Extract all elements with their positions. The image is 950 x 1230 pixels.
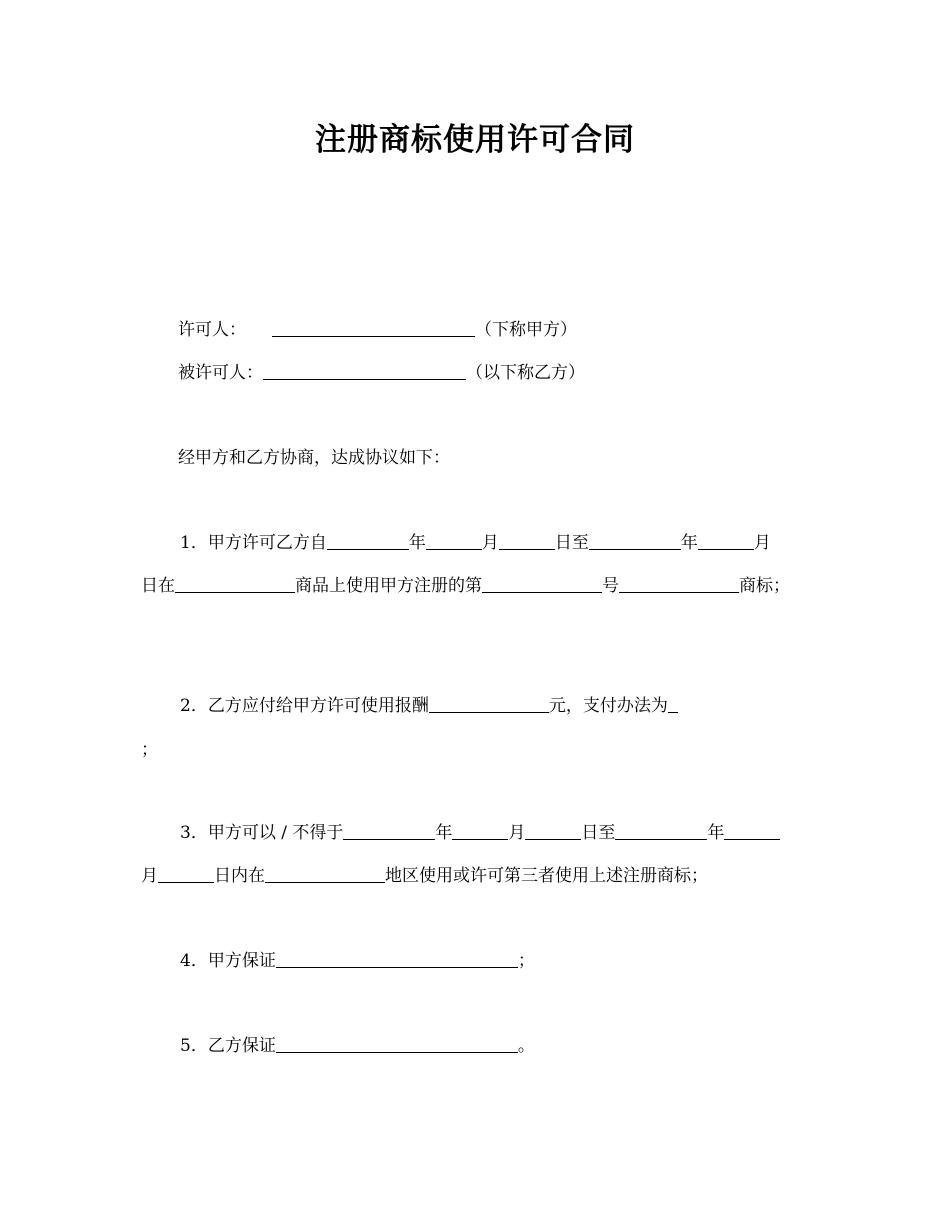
- document-title: 注册商标使用许可合同: [315, 122, 635, 158]
- clause-1-number-label: 号: [602, 576, 619, 596]
- clause-5-text: 乙方保证: [207, 1036, 276, 1056]
- clause-1-line-1: [180, 531, 771, 555]
- clause-4-end-punct: ；: [517, 951, 535, 971]
- clause-3-end-year-label: 年: [707, 823, 725, 843]
- clause-3-number: 3．: [180, 823, 208, 843]
- clause-2-payment-text: 元，支付办法为: [548, 696, 668, 716]
- clause-1-day-in-label: 日在: [141, 576, 175, 596]
- clause-1-start-day-blank[interactable]: [499, 531, 555, 550]
- clause-1-end-month-blank[interactable]: [698, 531, 754, 550]
- clause-1-start-month-blank[interactable]: [426, 531, 482, 550]
- intro-paragraph: 经甲方和乙方协商，达成协议如下：: [178, 448, 450, 468]
- clause-3-end-month-label: 月: [141, 866, 158, 886]
- clause-1-goods-blank[interactable]: [175, 574, 295, 593]
- clause-3-region-blank[interactable]: [265, 864, 385, 883]
- clause-4-guarantee-blank[interactable]: [276, 949, 518, 968]
- licensee-label: 被许可人：: [178, 363, 263, 383]
- clause-3-line-1: [180, 821, 780, 845]
- clause-1-day-to-label: 日至: [554, 533, 589, 553]
- clause-3-line-2: [141, 864, 708, 888]
- clause-1-number: 1．: [180, 533, 208, 553]
- licensor-suffix: （下称甲方）: [475, 320, 577, 340]
- clause-4-number: 4．: [180, 951, 208, 971]
- clause-1-text: 甲方许可乙方自: [207, 533, 327, 553]
- clause-4-text: 甲方保证: [207, 951, 276, 971]
- licensor-blank[interactable]: [272, 318, 475, 337]
- clause-3-year-label: 年: [435, 823, 453, 843]
- clause-2-payment-blank[interactable]: [668, 694, 678, 713]
- clause-4-line: [180, 949, 535, 973]
- clause-2-amount-blank[interactable]: [429, 694, 549, 713]
- clause-5-line: [180, 1034, 535, 1058]
- clause-1-end-year-label: 年: [680, 533, 698, 553]
- clause-2-line-2: ；: [141, 740, 158, 760]
- clause-1-month-label: 月: [481, 533, 499, 553]
- clause-3-day-in-label: 日内在: [214, 866, 265, 886]
- clause-2-text: 乙方应付给甲方许可使用报酬: [207, 696, 429, 716]
- clause-2-line-1: [180, 694, 678, 718]
- clause-3-end-day-blank[interactable]: [158, 864, 214, 883]
- clause-2-number: 2．: [180, 696, 208, 716]
- clause-3-start-day-blank[interactable]: [525, 821, 581, 840]
- clause-1-trademark-blank[interactable]: [619, 574, 739, 593]
- clause-1-trademark-label: 商标；: [739, 576, 790, 596]
- clause-3-start-month-blank[interactable]: [452, 821, 508, 840]
- licensee-blank[interactable]: [263, 361, 466, 380]
- clause-3-end-year-blank[interactable]: [615, 821, 707, 840]
- clause-5-guarantee-blank[interactable]: [276, 1034, 518, 1053]
- licensor-label: 许可人：: [178, 320, 246, 340]
- clause-5-number: 5．: [180, 1036, 208, 1056]
- licensor-line: [178, 318, 577, 342]
- clause-3-start-year-blank[interactable]: [343, 821, 435, 840]
- clause-1-end-month-label: 月: [753, 533, 771, 553]
- clause-1-year-label: 年: [408, 533, 426, 553]
- licensee-suffix: （以下称乙方）: [466, 363, 585, 383]
- licensee-line: [178, 361, 585, 385]
- clause-3-end-month-blank[interactable]: [724, 821, 780, 840]
- clause-1-line-2: [141, 574, 790, 598]
- clause-1-goods-text: 商品上使用甲方注册的第: [295, 576, 482, 596]
- clause-3-region-text: 地区使用或许可第三者使用上述注册商标；: [385, 866, 708, 886]
- clause-1-start-year-blank[interactable]: [327, 531, 409, 550]
- clause-1-end-year-blank[interactable]: [589, 531, 681, 550]
- clause-5-end-punct: 。: [517, 1036, 535, 1056]
- clause-3-month-label: 月: [508, 823, 526, 843]
- clause-1-reg-number-blank[interactable]: [482, 574, 602, 593]
- clause-3-text: 甲方可以 / 不得于: [207, 823, 344, 843]
- clause-3-day-to-label: 日至: [581, 823, 616, 843]
